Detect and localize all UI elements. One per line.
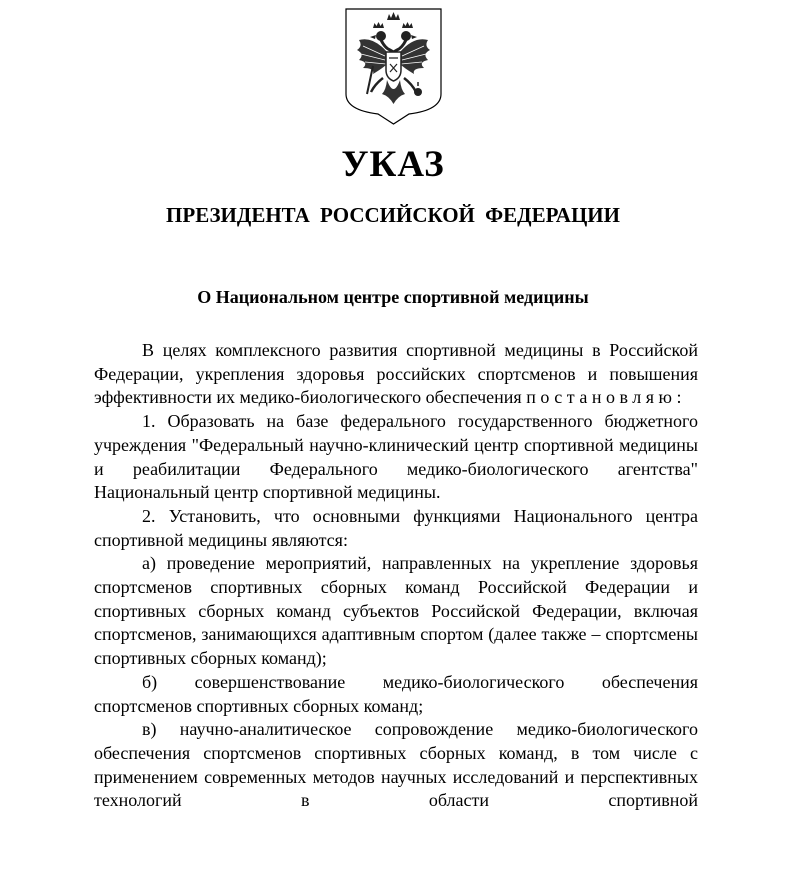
decree-heading: О Национальном центре спортивной медицины xyxy=(197,287,589,307)
item-b: б) совершенствование медико-биологического обеспечения спортсменов спортивных сборных команд; xyxy=(94,671,698,716)
decree-word: постановляю: xyxy=(526,387,686,408)
decree-body xyxy=(94,339,698,813)
item-a: а) проведение мероприятий, направленных на укрепление здоровья спортсменов спортивных сборных команд Российской Федерации и спортивных сборных команд субъектов Российской Федерации, включая спортсменов, занимающихся адаптивным спортом (далее также – спортсмены спортивных сборных команд); xyxy=(94,553,698,669)
paragraph-2: 2. Установить, что основными функциями Национального центра спортивной медицины являются: xyxy=(94,505,698,550)
paragraph-1: 1. Образовать на базе федерального государственного бюджетного учреждения "Федеральный научно-клинический центр спортивной медицины и реабилитации Федерального медико-биологического агентства" Национальный центр спортивной медицины. xyxy=(94,411,698,503)
preamble-text: В целях комплексного развития спортивной медицины в Российской Федерации, укрепления здоровья российских спортсменов и повышения эффективности их медико-биологического обеспечения xyxy=(94,340,698,408)
preamble xyxy=(94,339,698,410)
decree-subtitle: ПРЕЗИДЕНТА РОССИЙСКОЙ ФЕДЕРАЦИИ xyxy=(166,203,620,227)
russian-coat-of-arms-icon xyxy=(343,6,444,125)
decree-title: УКАЗ xyxy=(341,144,445,185)
item-c: в) научно-аналитическое сопровождение медико-биологического обеспечения спортсменов спортивных сборных команд, в том числе с применением современных методов научных исследований и перспективных технологий в области спортивной xyxy=(94,719,698,811)
